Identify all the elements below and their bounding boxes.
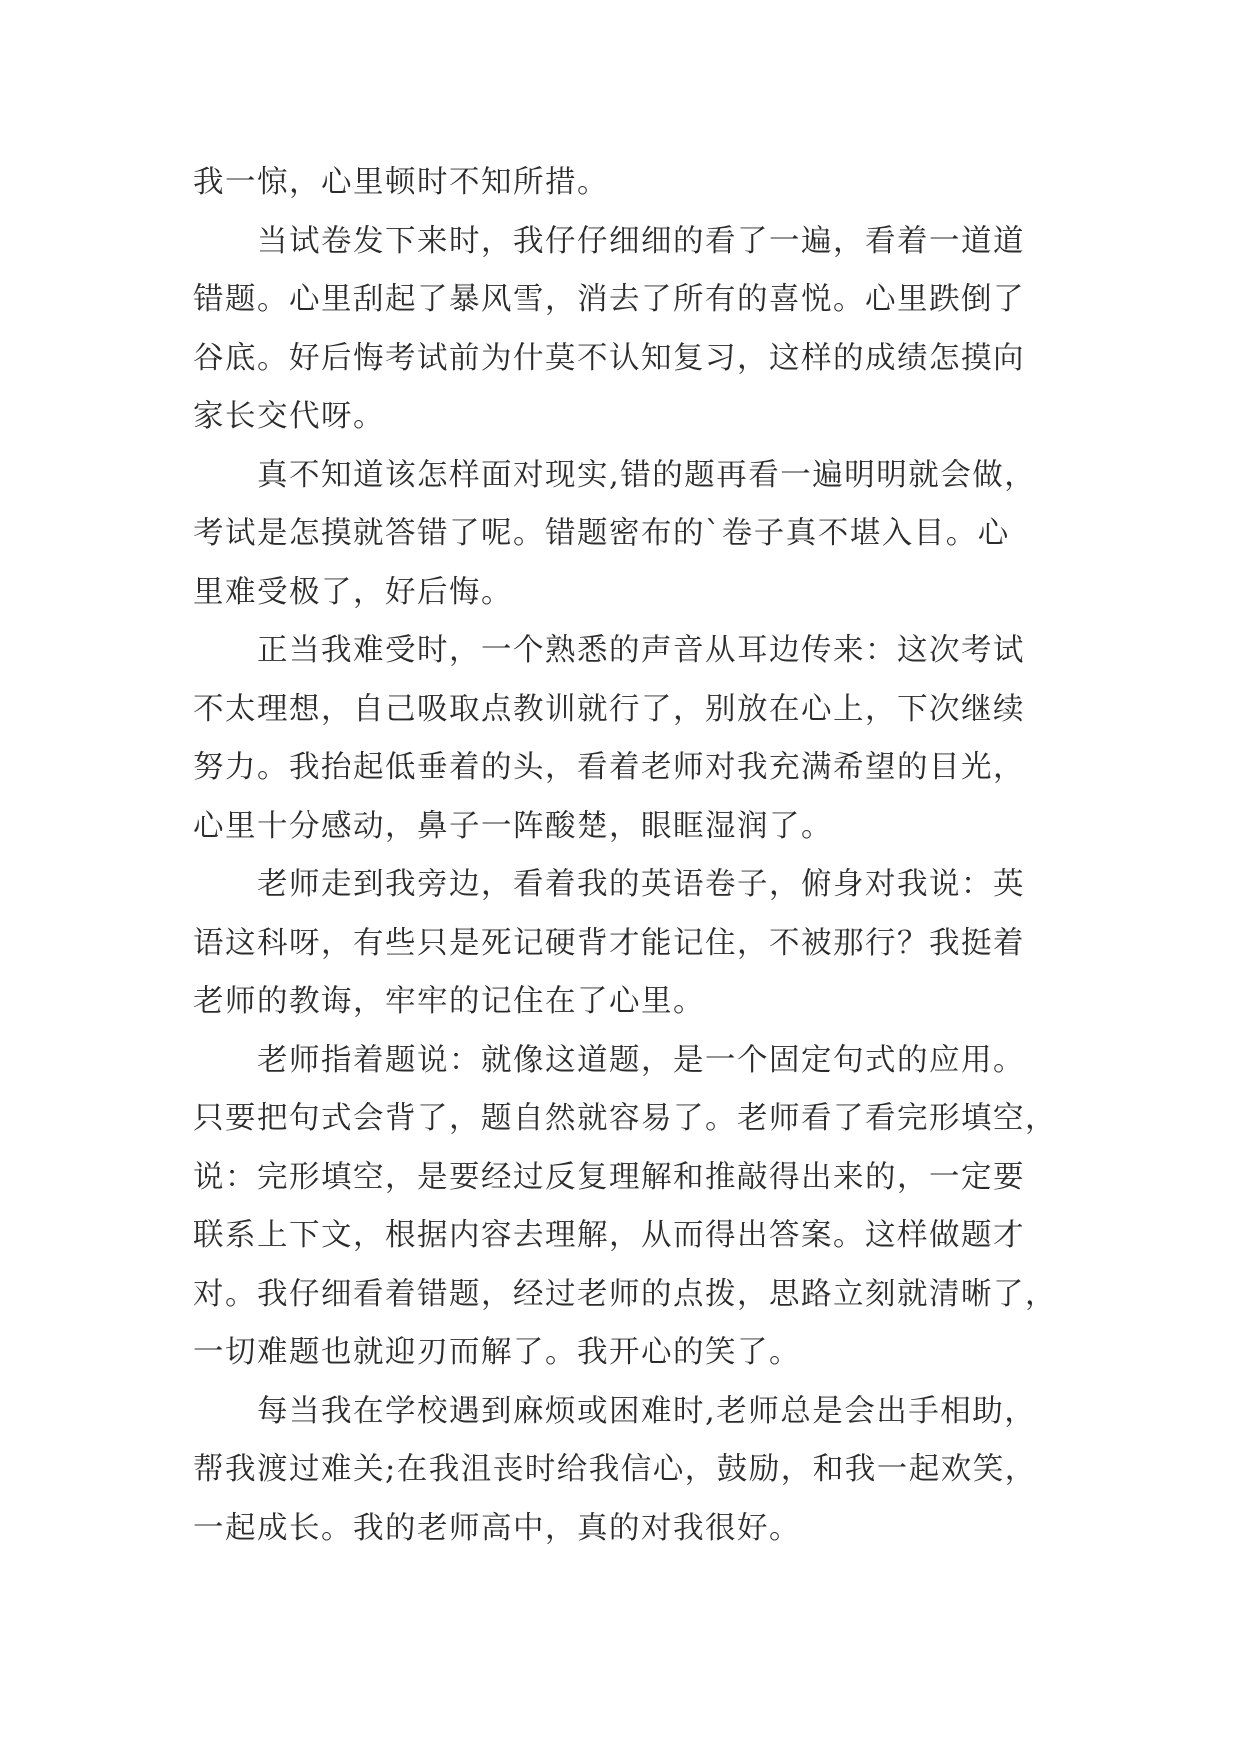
text-line: 老师的教诲，牢牢的记住在了心里。 [193,984,705,1019]
text-line: 错题。心里刮起了暴风雪，消去了所有的喜悦。心里跌倒了 [193,282,1025,317]
text-line: 努力。我抬起低垂着的头，看着老师对我充满希望的目光， [193,750,1025,785]
text-line: 心里十分感动，鼻子一阵酸楚，眼眶湿润了。 [193,808,833,844]
text-line: 只要把句式会背了，题自然就容易了。老师看了看完形填空， [193,1101,1057,1136]
paragraph-start-line: 老师走到我旁边，看着我的英语卷子，俯身对我说：英 [257,867,1025,902]
paragraph-start-line: 正当我难受时，一个熟悉的声音从耳边传来：这次考试 [257,633,1025,668]
text-line: 说：完形填空，是要经过反复理解和推敲得出来的，一定要 [193,1159,1025,1195]
text-line: 家长交代呀。 [193,399,385,434]
text-line: 对。我仔细看着错题，经过老师的点拨，思路立刻就清晰了， [193,1276,1057,1312]
text-line: 语这科呀，有些只是死记硬背才能记住，不被那行？我挺着 [193,925,1025,961]
text-line: 里难受极了，好后悔。 [193,574,513,610]
paragraph-start-line: 当试卷发下来时，我仔仔细细的看了一遍，看着一道道 [257,223,1025,259]
text-line: 联系上下文，根据内容去理解，从而得出答案。这样做题才 [193,1218,1025,1253]
text-line: 谷底。好后悔考试前为什莫不认知复习，这样的成绩怎摸向 [193,340,1025,376]
text-line: 一起成长。我的老师高中，真的对我很好。 [193,1510,801,1546]
text-line: 帮我渡过难关;在我沮丧时给我信心，鼓励，和我一起欢笑， [193,1452,1037,1487]
text-line: 我一惊，心里顿时不知所措。 [193,165,609,200]
essay-body [193,154,1063,1558]
paragraph-start-line: 每当我在学校遇到麻烦或困难时,老师总是会出手相助， [257,1393,1037,1429]
text-line: 一切难题也就迎刃而解了。我开心的笑了。 [193,1335,801,1370]
text-line: 考试是怎摸就答错了呢。错题密布的`卷子真不堪入目。心 [193,516,1010,551]
text-line: 不太理想，自己吸取点教训就行了，别放在心上，下次继续 [193,691,1025,727]
paragraph-start-line: 老师指着题说：就像这道题，是一个固定句式的应用。 [257,1042,1025,1078]
paragraph-start-line: 真不知道该怎样面对现实,错的题再看一遍明明就会做， [257,457,1037,493]
